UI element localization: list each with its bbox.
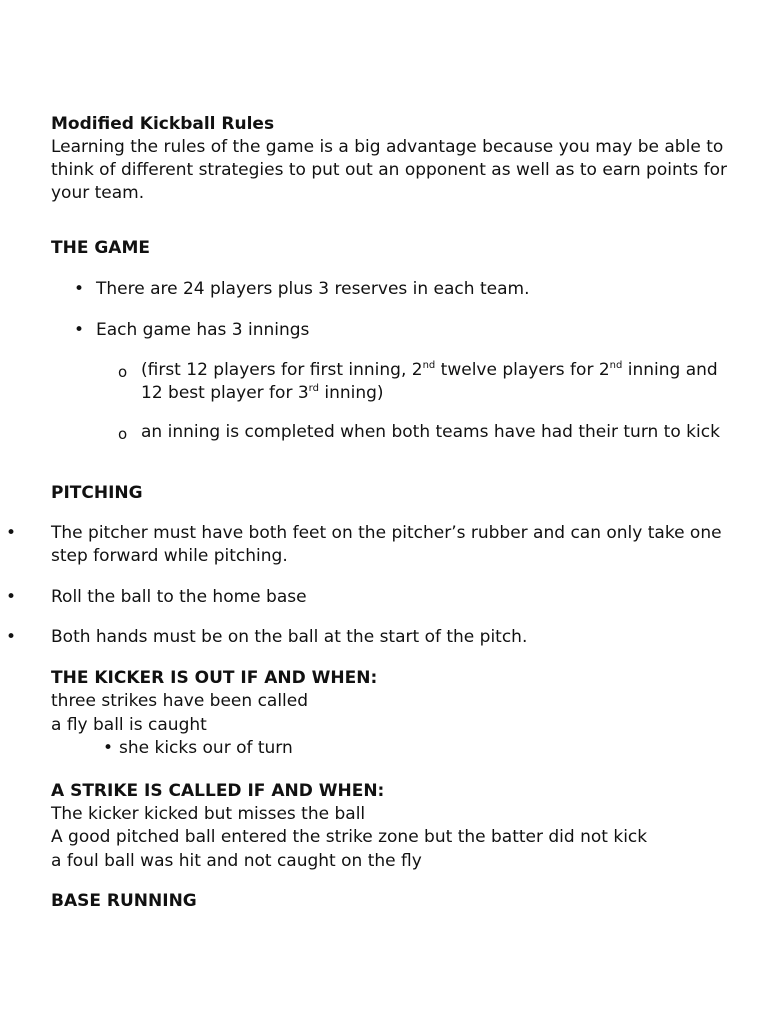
heading-pitching: PITCHING: [51, 483, 143, 503]
bullet-marker: •: [74, 279, 85, 299]
inning-complete-note: an inning is completed when both teams have had their turn to kick: [141, 422, 720, 442]
intro-paragraph: Learning the rules of the game is a big advantage because you may be able to think of different strategies to put out an opponent as well as to earn points for your team.: [51, 137, 728, 203]
sub-bullet-marker: o: [118, 425, 128, 443]
kicker-out-line: a fly ball is caught: [51, 715, 207, 735]
strike-line: A good pitched ball entered the strike zone but the batter did not kick: [51, 827, 648, 847]
document-title: Modified Kickball Rules: [51, 114, 275, 134]
bullet-marker: •: [74, 320, 85, 340]
kicker-out-bullet: she kicks our of turn: [119, 738, 293, 758]
sub-bullet-marker: o: [118, 363, 128, 381]
bullet-marker: •: [103, 738, 114, 758]
kicker-out-line: three strikes have been called: [51, 691, 309, 711]
heading-strike: A STRIKE IS CALLED IF AND WHEN:: [51, 781, 385, 801]
pitching-rule-hands: Both hands must be on the ball at the start of the pitch.: [51, 627, 528, 647]
bullet-marker: •: [6, 523, 17, 543]
heading-base-running: BASE RUNNING: [51, 891, 197, 911]
heading-the-game: THE GAME: [51, 238, 150, 258]
strike-line: a foul ball was hit and not caught on the fly: [51, 851, 422, 871]
pitching-rule-feet: The pitcher must have both feet on the pitcher’s rubber and can only take one step forward while pitching.: [51, 523, 722, 566]
pitching-rule-roll: Roll the ball to the home base: [51, 587, 307, 607]
strike-line: The kicker kicked but misses the ball: [51, 804, 366, 824]
bullet-marker: •: [6, 587, 17, 607]
game-bullet-players: There are 24 players plus 3 reserves in each team.: [96, 279, 530, 299]
inning-order-note: (first 12 players for first inning, 2nd twelve players for 2nd inning and 12 best player for 3rd inning): [141, 360, 718, 403]
bullet-marker: •: [6, 627, 17, 647]
heading-kicker-out: THE KICKER IS OUT IF AND WHEN:: [51, 668, 378, 688]
game-bullet-innings: Each game has 3 innings: [96, 320, 310, 340]
